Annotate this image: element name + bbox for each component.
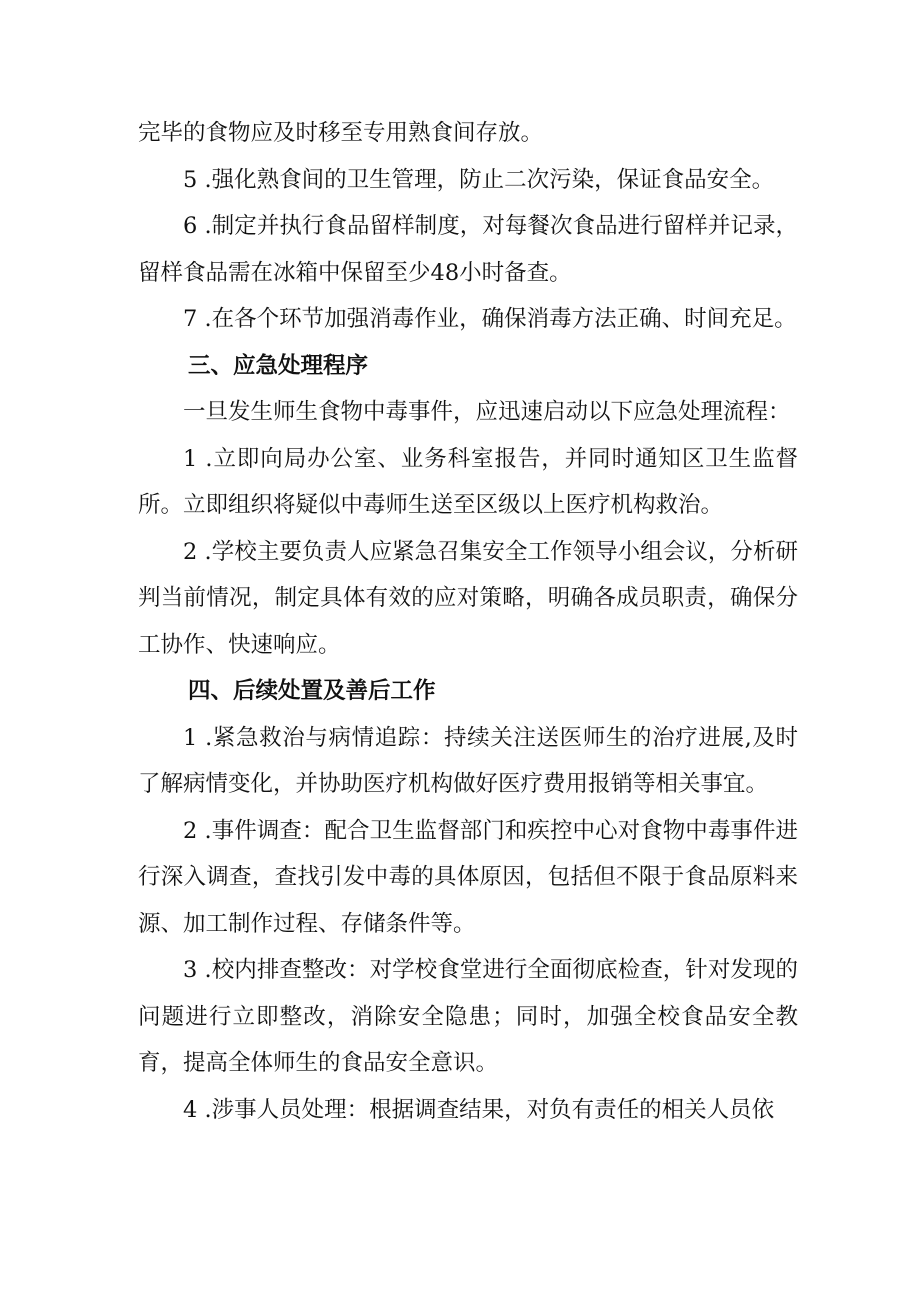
paragraph-intro: 一旦发生师生食物中毒事件，应迅速启动以下应急处理流程： (183, 399, 791, 425)
paragraph-item-5: 5 .强化熟食间的卫生管理，防止二次污染，保证食品安全。 (183, 166, 775, 193)
paragraph-item-6: 6 .制定并执行食品留样制度，对每餐次食品进行留样并记录，留样食品需在冰箱中保留至少48小时备查。 (138, 213, 798, 286)
paragraph-step-2: 2 .学校主要负责人应紧急召集安全工作领导小组会议，分析研判当前情况，制定具体有效的应对策略，明确各成员职责，确保分工协作、快速响应。 (138, 538, 798, 658)
section-heading-4: 四、后续处置及善后工作 (188, 678, 436, 704)
paragraph-continuation: 完毕的食物应及时移至专用熟食间存放。 (138, 120, 544, 146)
paragraph-followup-4: 4 .涉事人员处理：根据调查结果，对负有责任的相关人员依 (183, 1096, 775, 1123)
paragraph-followup-2: 2 .事件调查：配合卫生监督部门和疾控中心对食物中毒事件进行深入调查，查找引发中毒的具体原因，包括但不限于食品原料来源、加工制作过程、存储条件等。 (138, 817, 798, 937)
paragraph-item-7: 7 .在各个环节加强消毒作业，确保消毒方法正确、时间充足。 (183, 306, 797, 332)
section-heading-3: 三、应急处理程序 (188, 352, 369, 379)
document-body (138, 110, 798, 1133)
paragraph-step-1: 1 .立即向局办公室、业务科室报告，并同时通知区卫生监督所。立即组织将疑似中毒师生送至区级以上医疗机构救治。 (138, 445, 798, 518)
paragraph-followup-3: 3 .校内排查整改：对学校食堂进行全面彻底检查，针对发现的问题进行立即整改，消除安全隐患；同时，加强全校食品安全教育，提高全体师生的食品安全意识。 (138, 957, 798, 1076)
paragraph-followup-1: 1 .紧急救治与病情追踪：持续关注送医师生的治疗进展,及时了解病情变化，并协助医疗机构做好医疗费用报销等相关事宜。 (138, 724, 798, 797)
